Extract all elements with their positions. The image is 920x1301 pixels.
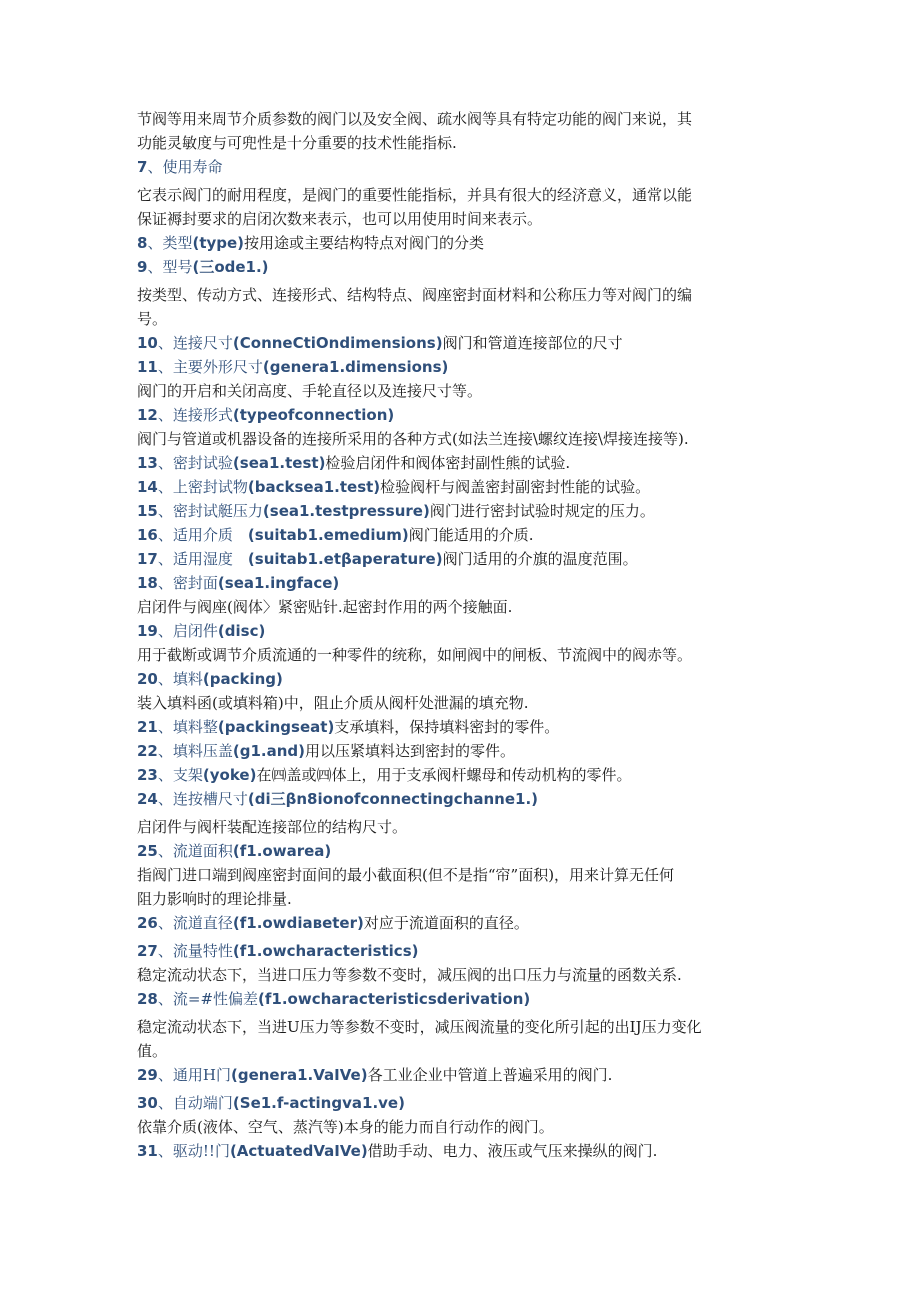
section-separator: 、 [157, 454, 173, 472]
section-term: 上密封试物 [172, 478, 248, 496]
section-term: 密封试艇压力 [172, 502, 263, 520]
section-separator: 、 [157, 842, 173, 860]
section-description: 阀门进行密封试验时规定的压力。 [429, 502, 655, 520]
section-english-term: (Se1.f-actingva1.ve) [232, 1094, 405, 1112]
section-separator: 、 [157, 742, 173, 760]
section-term: 填料整 [172, 718, 218, 736]
section-number: 31 [137, 1142, 158, 1160]
section-separator: 、 [157, 550, 173, 568]
section-heading [137, 231, 787, 255]
section-number: 11 [137, 358, 158, 376]
section-separator: 、 [147, 234, 163, 252]
paragraph-line: 阻力影响时的理论排量. [137, 890, 292, 908]
section-number: 12 [137, 406, 158, 424]
section-heading [137, 1063, 787, 1087]
section-description: 各工业企业中管道上普遍采用的阀门. [367, 1066, 613, 1084]
section-heading [137, 523, 787, 547]
section-number: 23 [137, 766, 158, 784]
section-separator: 、 [157, 334, 173, 352]
section-term: 流道面积 [172, 842, 233, 860]
section-number: 21 [137, 718, 158, 736]
section-term: 密封试验 [172, 454, 233, 472]
section-number: 17 [137, 550, 158, 568]
section-term: 通用H门 [172, 1066, 231, 1084]
section-english-term: (f1.owarea) [232, 842, 332, 860]
section-number: 7 [137, 158, 148, 176]
section-number: 22 [137, 742, 158, 760]
paragraph-line: 装入填料函(或填料箱)中，阻止介质从阀杆处泄漏的填充物. [137, 694, 529, 712]
section-description: 借助手动、电力、液压或气压来操纵的阀门. [367, 1142, 658, 1160]
section-number: 10 [137, 334, 158, 352]
section-english-term: (sea1.test) [232, 454, 326, 472]
section-english-term: (suitab1.etβaperature) [247, 550, 443, 568]
section-number: 29 [137, 1066, 158, 1084]
paragraph-line: 启闭件与阀座(阀体〉紧密贴针.起密封作用的两个接触面. [137, 598, 513, 616]
section-heading [137, 403, 787, 427]
section-separator: 、 [147, 258, 163, 276]
paragraph-line: 阀门的开启和关闭高度、手轮直径以及连接尺寸等。 [137, 382, 483, 400]
section-term: 连接形式 [172, 406, 233, 424]
section-description: 阀门适用的介旗的温度范围。 [442, 550, 638, 568]
paragraph-line: 按类型、传动方式、连接形式、结构特点、阀座密封面材料和公称压力等对阀门的编 [137, 286, 693, 304]
section-heading [137, 739, 787, 763]
section-heading [137, 1139, 787, 1163]
section-english-term: (f1.owcharacteristics) [232, 942, 419, 960]
section-term: 连按槽尺寸 [172, 790, 248, 808]
section-heading [137, 939, 787, 963]
section-number: 30 [137, 1094, 158, 1112]
section-heading [137, 571, 787, 595]
section-heading [137, 331, 787, 355]
section-number: 18 [137, 574, 158, 592]
section-english-term: (packing) [202, 670, 283, 688]
section-heading [137, 499, 787, 523]
paragraph-line: 功能灵敏度与可兜性是十分重要的技术性能指标. [137, 134, 457, 152]
section-separator: 、 [157, 942, 173, 960]
section-heading [137, 667, 787, 691]
section-separator: 、 [157, 406, 173, 424]
section-separator: 、 [157, 478, 173, 496]
section-number: 16 [137, 526, 158, 544]
section-english-term: (g1.and) [232, 742, 306, 760]
section-heading [137, 1091, 787, 1115]
paragraph-line: 号。 [137, 310, 168, 328]
section-english-term: (f1.owcharacteristicsderivation) [258, 990, 531, 1008]
paragraph-line: 阀门与管道或机器设备的连接所采用的各种方式(如法兰连接\螺纹连接\焊接连接等). [137, 430, 689, 448]
section-heading [137, 911, 787, 935]
section-description: 检验阀杆与阀盖密封副密封性能的试验。 [380, 478, 651, 496]
section-heading [137, 155, 787, 179]
section-number: 19 [137, 622, 158, 640]
section-term: 类型 [162, 234, 193, 252]
section-heading [137, 255, 787, 279]
section-heading [137, 787, 787, 811]
section-english-term: (yoke) [202, 766, 257, 784]
section-separator: 、 [157, 358, 173, 376]
section-term: 使用寿命 [162, 158, 223, 176]
section-heading [137, 715, 787, 739]
section-separator: 、 [157, 718, 173, 736]
section-separator: 、 [157, 790, 173, 808]
section-number: 25 [137, 842, 158, 860]
section-description: 支承填料，保持填料密封的零件。 [334, 718, 560, 736]
section-heading [137, 355, 787, 379]
section-english-term: (三ode1.) [192, 258, 269, 276]
section-number: 13 [137, 454, 158, 472]
section-description: 检验启闭件和阀体密封副性熊的试验. [325, 454, 571, 472]
section-term: 自动端门 [172, 1094, 233, 1112]
section-separator: 、 [157, 1094, 173, 1112]
paragraph-line: 值。 [137, 1042, 168, 1060]
section-separator: 、 [157, 1142, 173, 1160]
section-description: 阀门和管道连接部位的尺寸 [442, 334, 623, 352]
paragraph-line: 用于截断或调节介质流通的一种零件的统称，如闸阀中的闸板、节流阀中的阀赤等。 [137, 646, 693, 664]
section-separator: 、 [157, 1066, 173, 1084]
section-description: 对应于流道面积的直径。 [363, 914, 529, 932]
section-description: 阀门能适用的介质. [408, 526, 534, 544]
section-english-term: (typeofconnection) [232, 406, 395, 424]
section-number: 15 [137, 502, 158, 520]
section-separator: 、 [157, 766, 173, 784]
section-separator: 、 [157, 670, 173, 688]
paragraph-line: 稳定流动状态下，当进U压力等参数不变时，减压阀流量的变化所引起的出IJ压力变化 [137, 1018, 702, 1036]
paragraph-line: 依靠介质(液体、空气、蒸汽等)本身的能力而自行动作的阀门。 [137, 1118, 554, 1136]
section-term: 流量特性 [172, 942, 233, 960]
section-number: 9 [137, 258, 148, 276]
paragraph-line: 启闭件与阀杆装配连接部位的结构尺寸。 [137, 818, 408, 836]
section-number: 24 [137, 790, 158, 808]
section-separator: 、 [157, 622, 173, 640]
section-english-term: (di三βn8ionofconnectingchanne1.) [247, 790, 539, 808]
section-term: 填料 [172, 670, 203, 688]
section-heading [137, 839, 787, 863]
section-separator: 、 [157, 914, 173, 932]
section-separator: 、 [157, 574, 173, 592]
section-number: 8 [137, 234, 148, 252]
section-heading [137, 619, 787, 643]
document-body [137, 107, 787, 1163]
section-english-term: (suitab1.emedium) [247, 526, 409, 544]
section-term: 驱动!!门 [172, 1142, 230, 1160]
section-description: 用以压紧填料达到密封的零件。 [305, 742, 516, 760]
section-english-term: (ActuatedVaIVe) [229, 1142, 368, 1160]
section-separator: 、 [157, 526, 173, 544]
paragraph-line: 指阀门进口端到阀座密封面间的最小截面积(但不是指“帘”面积)，用来计算无任何 [137, 866, 675, 884]
section-english-term: (genera1.dimensions) [262, 358, 449, 376]
section-term: 支架 [172, 766, 203, 784]
section-term: 主要外形尺寸 [172, 358, 263, 376]
section-number: 28 [137, 990, 158, 1008]
section-description: 按用途或主要结构特点对阀门的分类 [244, 234, 485, 252]
section-term: 启闭件 [172, 622, 218, 640]
section-number: 26 [137, 914, 158, 932]
section-term: 适用湿度 [172, 550, 248, 568]
paragraph-line: 节阀等用来周节介质参数的阀门以及安全阀、疏水阀等具有特定功能的阀门来说，其 [137, 110, 693, 128]
section-english-term: (type) [192, 234, 245, 252]
section-description: 在㈣盖或㈣体上，用于支承阀杆螺母和传动机构的零件。 [256, 766, 632, 784]
section-term: 连接尺寸 [172, 334, 233, 352]
section-english-term: (sea1.testpressure) [262, 502, 430, 520]
section-term: 密封面 [172, 574, 218, 592]
paragraph-line: 它表示阀门的耐用程度，是阀门的重要性能指标，并具有很大的经济意义，通常以能 [137, 186, 693, 204]
section-english-term: (backsea1.test) [247, 478, 381, 496]
section-heading [137, 475, 787, 499]
paragraph-line: 保证褥封要求的启闭次数来表示，也可以用使用时间来表示。 [137, 210, 543, 228]
section-number: 27 [137, 942, 158, 960]
paragraph-line: 稳定流动状态下，当进口压力等参数不变时，减压阀的出口压力与流量的函数关系. [137, 966, 682, 984]
section-heading [137, 987, 787, 1011]
section-heading [137, 451, 787, 475]
section-english-term: (genera1.VaIVe) [230, 1066, 368, 1084]
section-heading [137, 547, 787, 571]
section-number: 20 [137, 670, 158, 688]
section-english-term: (disc) [217, 622, 266, 640]
section-english-term: (f1.owdiaвeter) [232, 914, 364, 932]
section-separator: 、 [157, 990, 173, 1008]
section-term: 型号 [162, 258, 193, 276]
section-separator: 、 [157, 502, 173, 520]
section-english-term: (sea1.ingface) [217, 574, 340, 592]
section-term: 适用介质 [172, 526, 248, 544]
section-english-term: (packingseat) [217, 718, 335, 736]
section-term: 流=#性偏差 [172, 990, 259, 1008]
section-separator: 、 [147, 158, 163, 176]
section-number: 14 [137, 478, 158, 496]
section-heading [137, 763, 787, 787]
section-term: 填料压盖 [172, 742, 233, 760]
section-term: 流道直径 [172, 914, 233, 932]
section-english-term: (ConneCtiOndimensions) [232, 334, 443, 352]
